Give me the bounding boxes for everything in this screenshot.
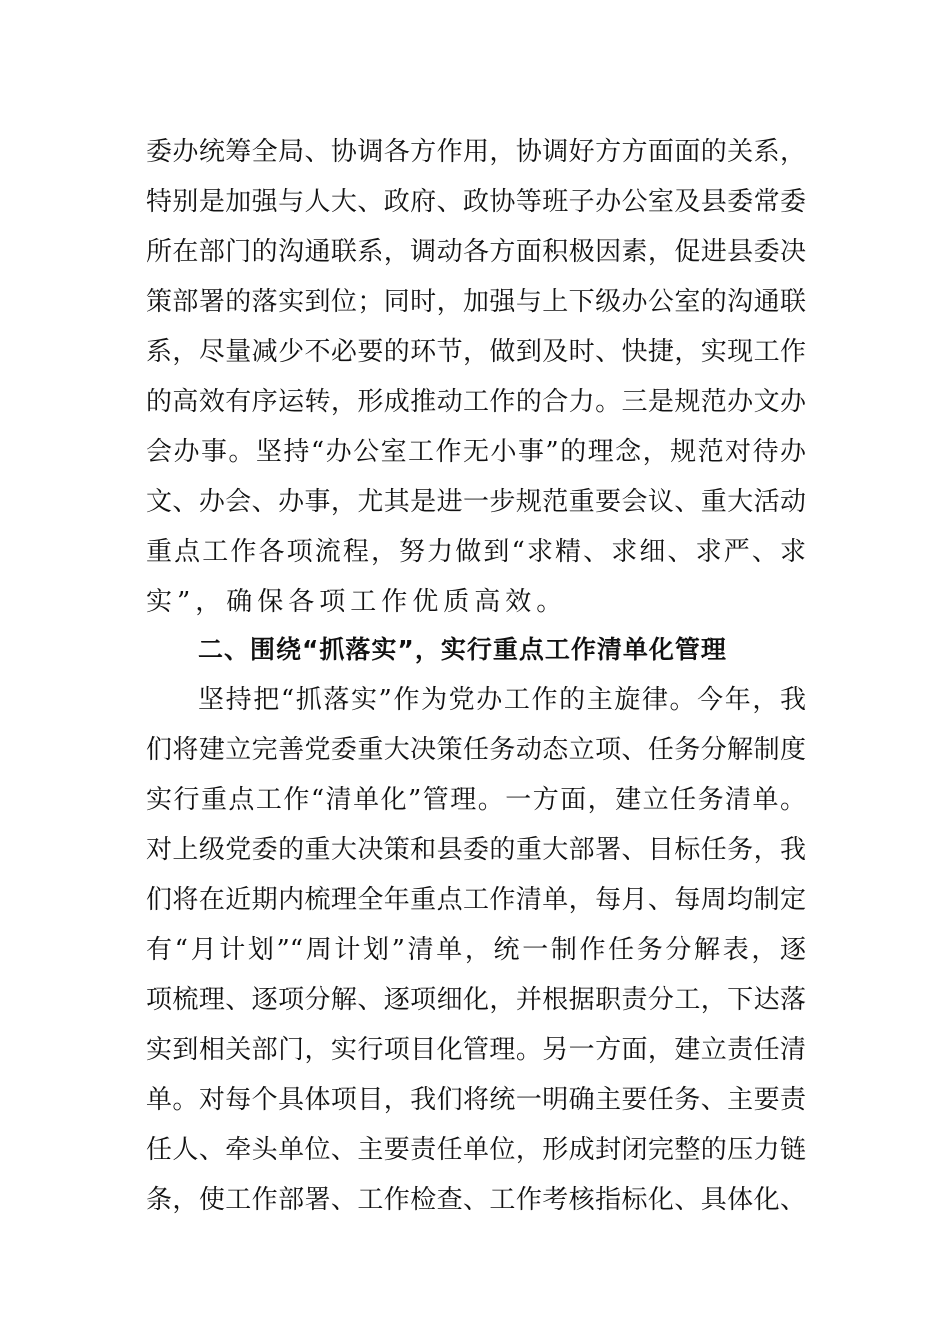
paragraph-2-line-10: 任人、牵头单位、主要责任单位，形成封闭完整的压力链 [146, 1135, 806, 1165]
paragraph-2-line-7: 项梳理、逐项分解、逐项细化，并根据职责分工，下达落 [146, 985, 806, 1015]
paragraph-1-line-5: 系，尽量减少不必要的环节，做到及时、快捷，实现工作 [146, 337, 806, 367]
paragraph-2-line-9: 单。对每个具体项目，我们将统一明确主要任务、主要责 [146, 1085, 806, 1115]
paragraph-1-line-9: 重点工作各项流程，努力做到“求精、求细、求严、求 [146, 537, 806, 567]
paragraph-2-line-3: 实行重点工作“清单化”管理。一方面，建立任务清单。 [146, 785, 806, 815]
section-heading: 二、围绕“抓落实”，实行重点工作清单化管理 [198, 635, 727, 664]
paragraph-1-line-4: 策部署的落实到位；同时，加强与上下级办公室的沟通联 [146, 287, 806, 317]
paragraph-1-line-8: 文、办会、办事，尤其是进一步规范重要会议、重大活动 [146, 487, 806, 517]
paragraph-1-line-10: 实”，确保各项工作优质高效。 [146, 587, 568, 617]
paragraph-1-line-2: 特别是加强与人大、政府、政协等班子办公室及县委常委 [146, 187, 806, 217]
paragraph-1-line-7: 会办事。坚持“办公室工作无小事”的理念，规范对待办 [146, 437, 806, 467]
paragraph-1-line-1: 委办统筹全局、协调各方作用，协调好方方面面的关系， [146, 137, 806, 167]
paragraph-2-line-4: 对上级党委的重大决策和县委的重大部署、目标任务，我 [146, 835, 806, 865]
paragraph-2-line-1: 坚持把“抓落实”作为党办工作的主旋律。今年，我 [198, 685, 806, 715]
paragraph-2-line-11: 条，使工作部署、工作检查、工作考核指标化、具体化、 [146, 1185, 806, 1215]
paragraph-1-line-3: 所在部门的沟通联系，调动各方面积极因素，促进县委决 [146, 237, 806, 267]
paragraph-2-line-8: 实到相关部门，实行项目化管理。另一方面，建立责任清 [146, 1035, 806, 1065]
paragraph-1-line-6: 的高效有序运转，形成推动工作的合力。三是规范办文办 [146, 387, 806, 417]
paragraph-2-line-5: 们将在近期内梳理全年重点工作清单，每月、每周均制定 [146, 885, 806, 915]
paragraph-2-line-6: 有“月计划”“周计划”清单，统一制作任务分解表，逐 [146, 935, 806, 965]
paragraph-2-line-2: 们将建立完善党委重大决策任务动态立项、任务分解制度 [146, 735, 806, 765]
